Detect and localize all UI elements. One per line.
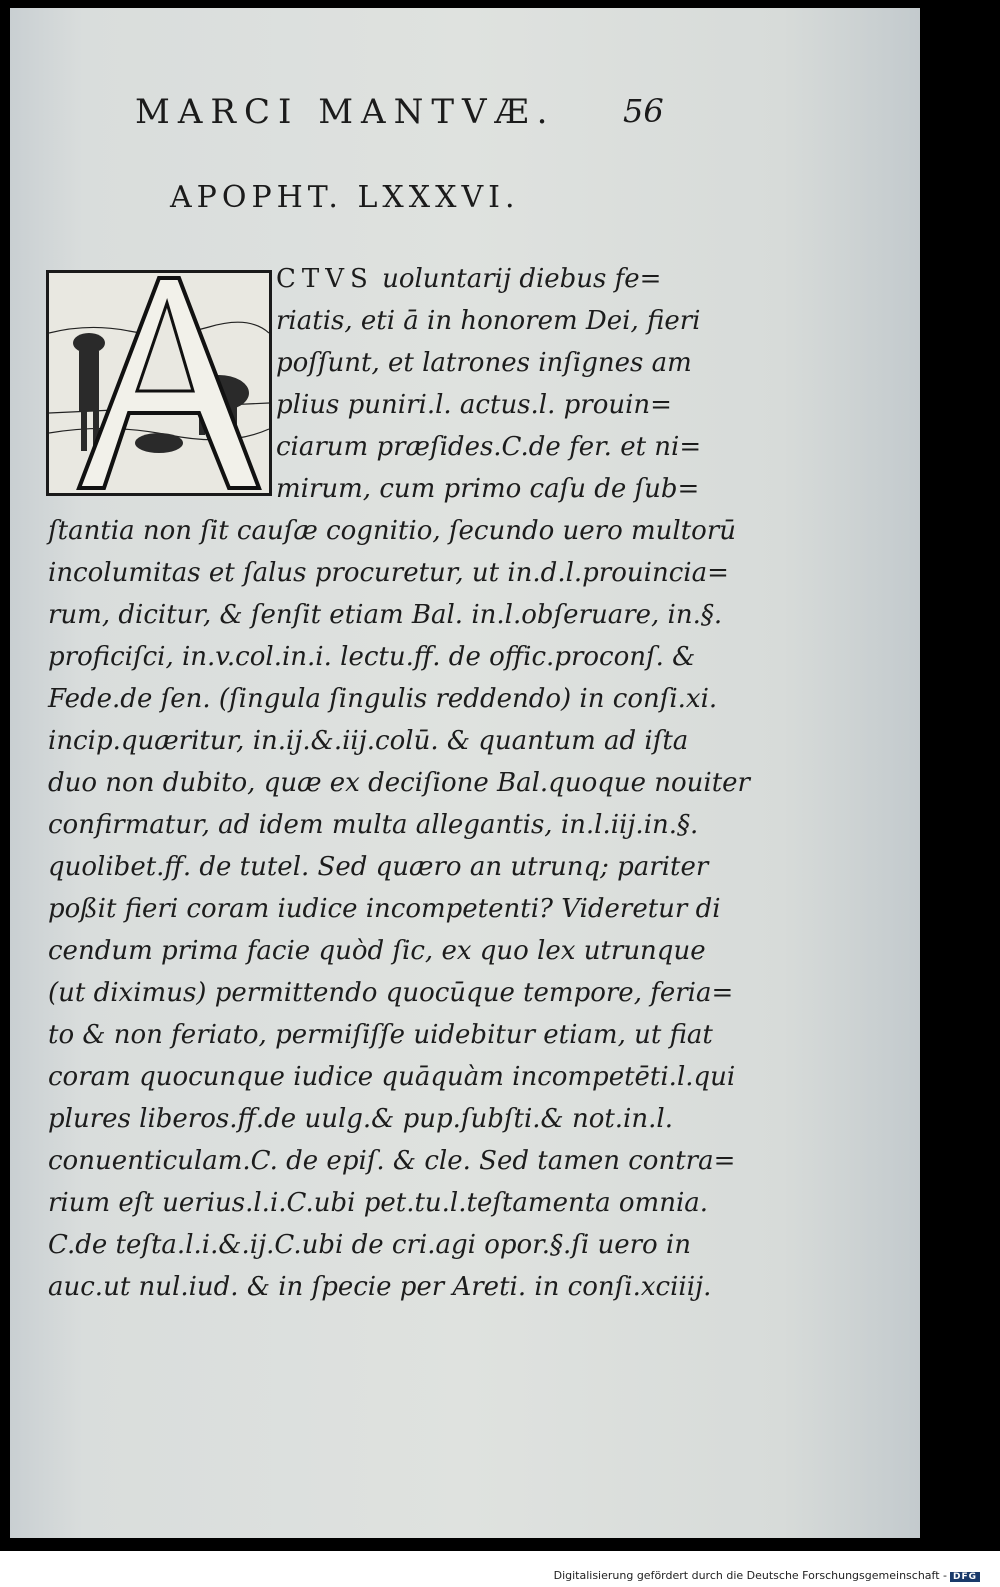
book-page	[10, 8, 920, 1538]
text-line: poßit fieri coram iudice incompetenti? Videretur di	[48, 894, 721, 924]
text-line: C.de teſta.l.i.&.ij.C.ubi de cri.agi opor.§.ſi uero in	[48, 1230, 691, 1260]
text-line: incolumitas et ſalus procuretur, ut in.d.l.prouincia=	[48, 558, 729, 588]
running-head: MARCI MANTVÆ.	[135, 92, 556, 132]
text-line: confirmatur, ad idem multa allegantis, in.l.iij.in.§.	[48, 810, 699, 840]
dfg-logo: DFG	[950, 1572, 980, 1582]
text-line: CTVS uoluntarij diebus fe=	[276, 264, 662, 294]
text-line: auc.ut nul.iud. & in ſpecie per Areti. in conſi.xciiij.	[48, 1272, 712, 1302]
text-line: Fede.de ſen. (ſingula ſingulis reddendo) in conſi.xi.	[48, 684, 718, 714]
text-line: conuenticulam.C. de epiſ. & cle. Sed tamen contra=	[48, 1146, 736, 1176]
text-line: ciarum præſides.C.de fer. et ni=	[276, 432, 702, 462]
text-line: rium eſt uerius.l.i.C.ubi pet.tu.l.teſtamenta omnia.	[48, 1188, 709, 1218]
text-line: poſſunt, et latrones inſignes am	[276, 348, 692, 378]
page-number: 56	[623, 92, 664, 130]
text-line: cendum prima facie quòd ſic, ex quo lex utrunque	[48, 936, 706, 966]
text-line: rum, dicitur, & ſenſit etiam Bal. in.l.obſeruare, in.§.	[48, 600, 723, 630]
chapter-heading: APOPHT. LXXXVI.	[170, 180, 520, 215]
text-line: proficiſci, in.v.col.in.i. lectu.ff. de offic.proconſ. &	[48, 642, 696, 672]
text-line: coram quocunque iudice quāquàm incompetēti.l.qui	[48, 1062, 736, 1092]
woodcut-initial	[46, 270, 272, 496]
text-line: to & non feriato, permiſiſſe uidebitur etiam, ut fiat	[48, 1020, 713, 1050]
woodcut-initial-art	[49, 273, 269, 493]
text-line: riatis, eti ā in honorem Dei, fieri	[276, 306, 701, 336]
credit-text: Digitalisierung gefördert durch die Deutsche Forschungsgemeinschaft -	[553, 1569, 947, 1582]
text-line: plius puniri.l. actus.l. prouin=	[276, 390, 672, 420]
text-line: incip.quæritur, in.ij.&.iij.colū. & quantum ad iſta	[48, 726, 689, 756]
initial-word-caps: CTVS	[276, 264, 374, 294]
text-line: quolibet.ff. de tutel. Sed quæro an utrunq; pariter	[48, 852, 709, 882]
text-line: mirum, cum primo caſu de ſub=	[276, 474, 700, 504]
text-line: duo non dubito, quæ ex deciſione Bal.quoque nouiter	[48, 768, 750, 798]
text-line: (ut diximus) permittendo quocūque tempore, feria=	[48, 978, 734, 1008]
text-line: plures liberos.ff.de uulg.& pup.ſubſti.& not.in.l.	[48, 1104, 673, 1134]
digitization-credit	[554, 1569, 980, 1582]
show-through-text	[90, 1318, 290, 1358]
text-line: ſtantia non ſit cauſæ cognitio, ſecundo uero multorū	[48, 516, 736, 546]
